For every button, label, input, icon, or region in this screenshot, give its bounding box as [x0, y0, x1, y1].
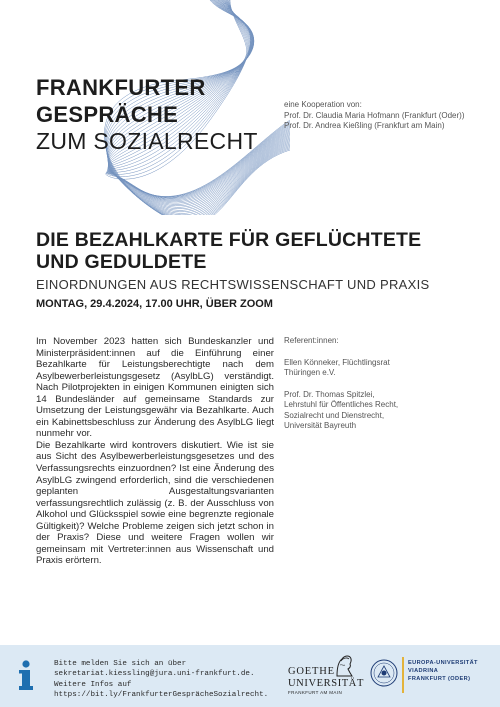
speakers-block: [284, 336, 404, 443]
series-title-line2: GESPRÄCHE: [36, 102, 179, 127]
event-date: MONTAG, 29.4.2024, 17.00 UHR, ÜBER ZOOM: [36, 298, 273, 310]
viadrina-seal-icon: [370, 659, 398, 687]
goethe-logo-line2: UNIVERSITÄT: [288, 678, 365, 689]
registration-link[interactable]: https://bit.ly/FrankfurterGesprächeSozialrecht.: [54, 690, 269, 699]
cooperation-intro: eine Kooperation von:: [284, 100, 362, 109]
registration-line-1: Bitte melden Sie sich an über: [54, 660, 187, 668]
series-title: [36, 74, 258, 155]
speaker-1: Ellen Könneker, Flüchtlingsrat Thüringen e.V.: [284, 357, 390, 377]
description-paragraph-1: Im November 2023 hatten sich Bundeskanzler und Ministerpräsident:innen auf die Einführung einer Bezahlkarte für Leistungsberechtigte nach dem Asylbewerberleistungsgesetz (AsylbLG) verständigt. Nach Pilotprojekten in einigen Kommunen einigten sich 14 Bundesländer auf gemeinsame Standards zur Umsetzung der Leistungsgewähr via Bezahlkarte. Auch ein Kabinettsbeschluss zur Änderung des AsylbLG liegt nunmehr vor.: [36, 336, 274, 440]
info-icon: [18, 660, 34, 692]
goethe-logo-line1: GOETHE: [288, 666, 335, 677]
viadrina-logo-text: [408, 659, 478, 683]
speaker-2: Prof. Dr. Thomas Spitzlei, Lehrstuhl für Öffentliches Recht, Sozialrecht und Dienstrecht, Universität Bayreuth: [284, 389, 399, 430]
description-paragraph-2: Die Bezahlkarte wird kontrovers diskutiert. Wie ist sie aus Sicht des Asylbewerberleistungsgesetzes und des Verfassungsrechts einzuordnen? Ist eine Änderung des AsylbLG zwingend erforderlich, sind die verschiedenen geplanten Ausgestaltungsvarianten verfassungsrechtlich zulässig (z. B. der Ausschluss von Alkohol und Glücksspiel sowie eine begrenzte regionale Gültigkeit)? Welche Probleme zeigen sich jetzt schon in der Praxis? Diese und weitere Fragen wollen wir gemeinsam mit Vertreter:innen aus Wissenschaft und Praxis erörtern.: [36, 439, 274, 567]
cooperation-partner-1: Prof. Dr. Claudia Maria Hofmann (Frankfurt (Oder)): [284, 110, 465, 120]
registration-line-3: Weitere Infos auf: [54, 680, 132, 689]
registration-email[interactable]: sekretariat.kiessling@jura.uni-frankfurt.de.: [54, 670, 255, 679]
cooperation-partner-2: Prof. Dr. Andrea Kießling (Frankfurt am Main): [284, 121, 445, 130]
event-title-line1: DIE BEZAHLKARTE FÜR GEFLÜCHTETE: [36, 229, 422, 251]
goethe-portrait-icon: [333, 652, 355, 678]
event-title-line2: UND GEDULDETE: [36, 251, 207, 273]
series-title-line3: ZUM SOZIALRECHT: [36, 128, 258, 154]
event-title: [36, 229, 476, 273]
viadrina-logo-line2: VIADRINA: [408, 668, 439, 674]
viadrina-logo-line1: EUROPA-UNIVERSITÄT: [408, 660, 478, 666]
goethe-university-logo: [288, 652, 365, 698]
event-description: [36, 336, 274, 567]
series-title-line1: FRANKFURTER: [36, 75, 206, 100]
speakers-heading: Referent:innen:: [284, 336, 339, 345]
viadrina-divider: [402, 657, 404, 693]
viadrina-logo-line3: FRANKFURT (ODER): [408, 676, 471, 682]
cooperation-block: [284, 100, 465, 132]
event-subtitle: EINORDNUNGEN AUS RECHTSWISSENSCHAFT UND PRAXIS: [36, 277, 430, 292]
goethe-logo-line3: FRANKFURT AM MAIN: [288, 690, 343, 695]
registration-info: [54, 659, 268, 700]
